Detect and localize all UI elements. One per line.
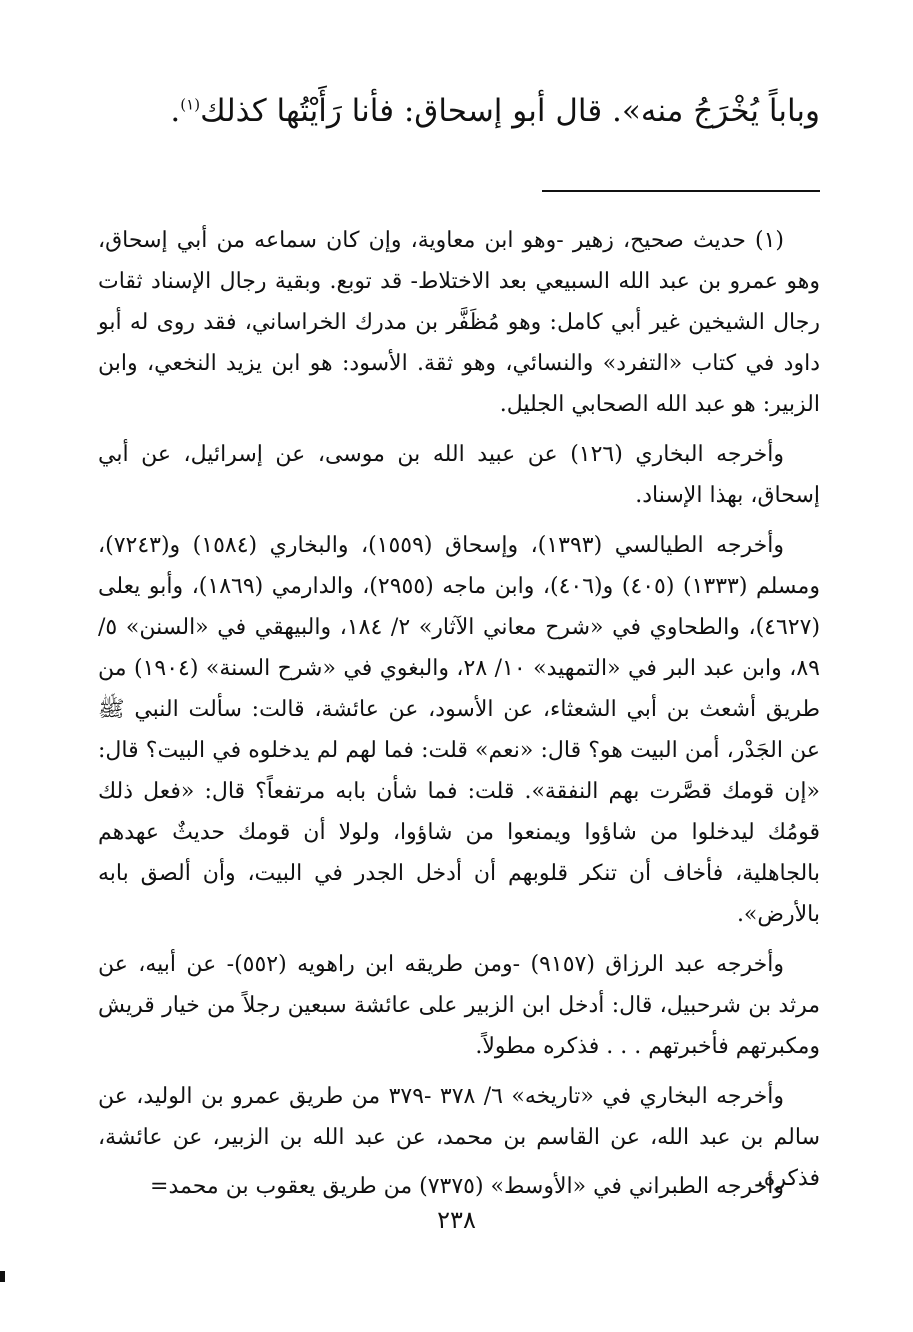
main-text-line: وباباً يُخْرَجُ منه». قال أبو إسحاق: فأنا رَأَيْتُها كذلك: [200, 93, 820, 129]
footnotes-section: [98, 220, 820, 1199]
scan-edge-mark: [0, 1271, 5, 1282]
footnote-continued-line: وأخرجه الطبراني في «الأوسط» (٧٣٧٥) من طريق يعقوب بن محمد=: [150, 1174, 784, 1199]
footnote-paragraph-1: (١) حديث صحيح، زهير -وهو ابن معاوية، وإن كان سماعه من أبي إسحاق، وهو عمرو بن عبد الله السبيعي بعد الاختلاط- قد توبع. وبقية رجال الإسناد ثقات رجال الشيخين غير أبي كامل: وهو مُظَفَّر بن مدرك الخراساني، فقد روى له أبو داود في كتاب «التفرد» والنسائي، وهو ثقة. الأسود: هو ابن يزيد النخعي، وابن الزبير: هو عبد الله الصحابي الجليل.: [98, 228, 820, 417]
main-text-period: .: [170, 93, 181, 129]
footnote-marker: (١): [180, 95, 201, 114]
footnote-paragraph-4: وأخرجه عبد الرزاق (٩١٥٧) -ومن طريقه ابن راهويه (٥٥٢)- عن أبيه، عن مرثد بن شرحبيل، قال: أدخل ابن الزبير على عائشة سبعين رجلاً من خيار قريش ومكبرتهم فأخبرتهم . . . فذكره مطولاً.: [98, 952, 820, 1059]
footnote-paragraph-3: وأخرجه الطيالسي (١٣٩٣)، وإسحاق (١٥٥٩)، والبخاري (١٥٨٤) و(٧٢٤٣)، ومسلم (١٣٣٣) (٤٠٥) و(٤٠٦)، وابن ماجه (٢٩٥٥)، والدارمي (١٨٦٩)، وأبو يعلى (٤٦٢٧)، والطحاوي في «شرح معاني الآثار» ٢/ ١٨٤، والبيهقي في «السنن» ٥/ ٨٩، وابن عبد البر في «التمهيد» ١٠/ ٢٨، والبغوي في «شرح السنة» (١٩٠٤) من طريق أشعث بن أبي الشعثاء، عن الأسود، عن عائشة، قالت: سألت النبي ﷺ عن الجَدْر، أمن البيت هو؟ قال: «نعم» قلت: فما لهم لم يدخلوه في البيت؟ قال: «إن قومك قصَّرت بهم النفقة». قلت: فما شأن بابه مرتفعاً؟ قال: «فعل ذلك قومُك ليدخلوا من شاؤوا ويمنعوا من شاؤوا، ولولا أن قومك حديثٌ عهدهم بالجاهلية، فأخاف أن تنكر قلوبهم أن أدخل الجدر في البيت، وأن ألصق بابه بالأرض».: [98, 533, 821, 927]
main-text: [100, 88, 820, 134]
footnote-paragraph-5: وأخرجه البخاري في «تاريخه» ٦/ ٣٧٨ -٣٧٩ من طريق عمرو بن الوليد، عن سالم بن عبد الله، عن القاسم بن محمد، عن عبد الله بن الزبير، عن عائشة، فذكره.: [98, 1084, 820, 1191]
footnote-paragraph-2: وأخرجه البخاري (١٢٦) عن عبيد الله بن موسى، عن إسرائيل، عن أبي إسحاق، بهذا الإسناد.: [98, 442, 820, 508]
footnote-separator: [542, 190, 820, 192]
page-number: ٢٣٨: [437, 1206, 476, 1234]
